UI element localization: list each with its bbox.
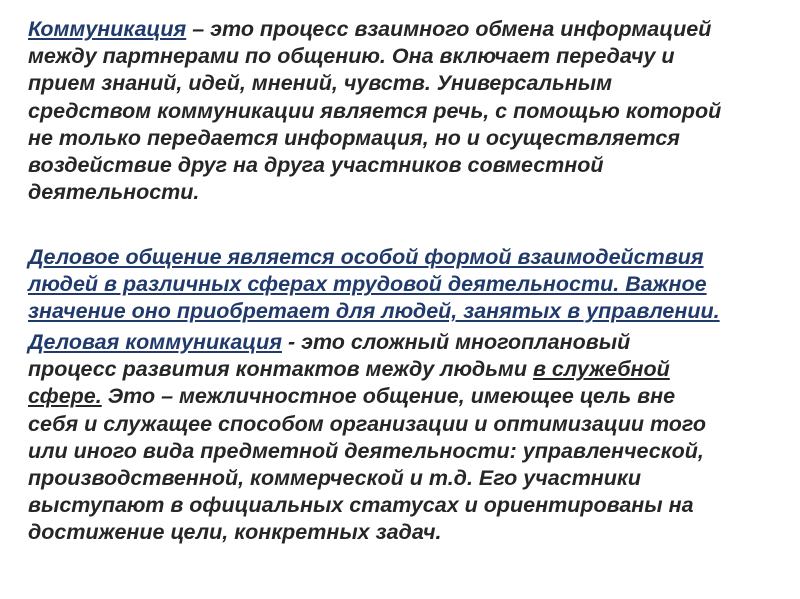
text-line: воздействие друг на друга участников совместной bbox=[28, 153, 604, 178]
text-line: людей в различных сферах трудовой деятельности. Важное bbox=[28, 272, 707, 297]
text-line: средством коммуникации является речь, с помощью которой bbox=[28, 98, 722, 123]
text-line: прием знаний, идей, мнений, чувств. Универсальным bbox=[28, 71, 613, 96]
text-line: выступают в официальных статусах и ориентированы на bbox=[28, 493, 694, 518]
underlined-phrase: сфере. bbox=[28, 384, 102, 409]
text-line: себя и служащее способом организации и оптимизации того bbox=[28, 411, 706, 436]
text-line: значение оно приобретает для людей, занятых в управлении. bbox=[28, 299, 720, 324]
paragraph-business-communication-definition bbox=[28, 329, 706, 547]
text-line bbox=[28, 329, 706, 356]
text-line: деятельности. bbox=[28, 180, 200, 205]
term-business-communication: Деловая коммуникация bbox=[28, 330, 282, 354]
text-line bbox=[28, 383, 706, 410]
text-line: не только передается информация, но и осуществляется bbox=[28, 125, 680, 150]
text-line bbox=[28, 16, 721, 43]
text-line: между партнерами по общению. Она включает передачу и bbox=[28, 44, 675, 69]
text-line: Деловое общение является особой формой взаимодействия bbox=[28, 245, 704, 269]
text-fragment: Это – межличностное общение, имеющее цель вне bbox=[101, 384, 676, 409]
underlined-phrase: в служебной bbox=[532, 357, 670, 382]
paragraph-communication-definition bbox=[28, 16, 721, 206]
paragraph-business-communication bbox=[28, 244, 720, 326]
text-fragment: процесс развития контактов между людьми bbox=[28, 357, 533, 382]
text-line bbox=[28, 356, 706, 383]
text-fragment: - это сложный многоплановый bbox=[281, 330, 631, 354]
text-fragment: – это процесс взаимного обмена информацией bbox=[186, 17, 712, 41]
text-line: производственной, коммерческой и т.д. Его участники bbox=[28, 466, 641, 491]
term-communication: Коммуникация bbox=[28, 17, 187, 41]
text-line: или иного вида предметной деятельности: управленческой, bbox=[28, 438, 704, 463]
text-line: достижение цели, конкретных задач. bbox=[28, 520, 442, 545]
